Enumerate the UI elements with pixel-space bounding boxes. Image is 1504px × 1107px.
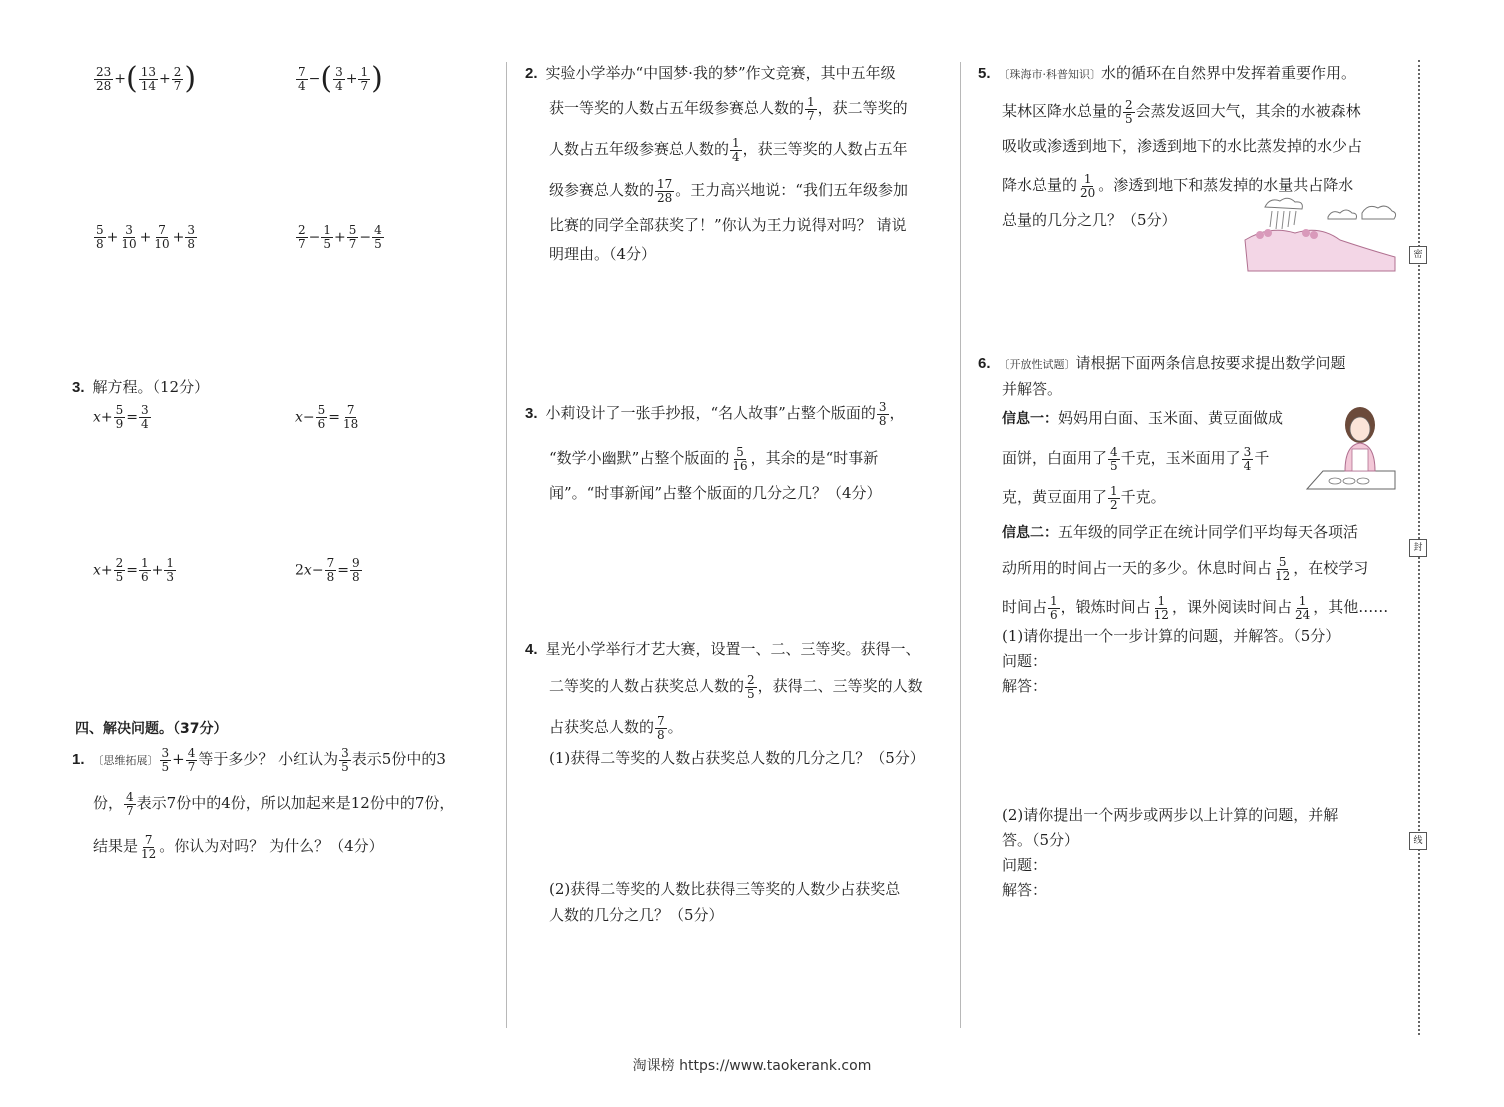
calc-expression-3: $\frac{5}{8}$ + $\frac{3}{10}$ + $\frac{7}{10}$ + $\frac{3}{8}$ xyxy=(96,223,196,251)
problem-3: 3. 小莉设计了一张手抄报，“名人故事”占整个版面的 $\frac{3}{8}$ ， “数学小幽默”占整个版面的 $\frac{5}{16}$ ，其余的是“时事新 闻”。“时事新闻”占整个版面的几分之几？（4分） xyxy=(525,399,905,502)
seal-mark-1: 密 xyxy=(1409,246,1427,264)
section-4-heading: 四、解决问题。（37分） xyxy=(75,721,228,737)
problem-6-sub-2: (2)请你提出一个两步或两步以上计算的问题，并解 答。（5分） 问题： 解答： xyxy=(1002,798,1402,908)
calc-expression-1: $\frac{23}{28}$ +( $\frac{13}{14}$ + $\frac{2}{7}$ ) xyxy=(96,61,197,96)
info-1-label: 信息一： xyxy=(1002,411,1058,427)
problem-6-sub-1: (1)请你提出一个一步计算的问题，并解答。（5分） xyxy=(1002,627,1341,645)
seal-mark-3: 线 xyxy=(1409,832,1427,850)
water-cycle-illustration xyxy=(1240,195,1400,275)
question-label-1: 问题： xyxy=(1002,652,1048,670)
problem-5: 5. 〔珠海市·科普知识〕水的循环在自然界中发挥着重要作用。 某林区降水总量的 $\frac{2}{5}$ 会蒸发返回大气，其余的水被森林 吸收或渗透到地下，渗透到地下的水比蒸发掉的水少占 降水总量的 $\frac{1}{20}$ 。渗透到地下和蒸发掉的水量共占降水 总量的几分之几？（5分） xyxy=(978,64,1363,229)
equation-4: 2x− $\frac{7}{8}$ = $\frac{9}{8}$ xyxy=(295,556,360,584)
problem-4-sub-2: (2)获得二等奖的人数比获得三等奖的人数少占获奖总 人数的几分之几？（5分） xyxy=(549,880,901,924)
problem-2: 2. 实验小学举办“中国梦·我的梦”作文竞赛，其中五年级 获一等奖的人数占五年级参赛总人数的 $\frac{1}{7}$ ，获二等奖的 人数占五年级参赛总人数的 $\frac{1}{4}$ ，获三等奖的人数占五年 级参赛总人数的 $\frac{17}{28}$ 。王力高兴地说：“我们五年级参加 比赛的同学全部获奖了！”你认为王力说得对吗？ 请说 明理由。（4分） xyxy=(525,64,908,263)
info-2-label: 信息二： xyxy=(1002,525,1058,541)
equation-1: x+ $\frac{5}{9}$ = $\frac{3}{4}$ xyxy=(93,403,149,431)
calc-expression-4: $\frac{2}{7}$ − $\frac{1}{5}$ + $\frac{5}{7}$ − $\frac{4}{5}$ xyxy=(298,223,382,251)
column-divider-2 xyxy=(960,62,961,1028)
calc-expression-2: $\frac{7}{4}$ −( $\frac{3}{4}$ + $\frac{1}{7}$ ) xyxy=(298,61,383,96)
problem-4-sub-1: (1)获得二等奖的人数占获奖总人数的几分之几？（5分） xyxy=(549,749,925,767)
problem-4: 4. 星光小学举行才艺大赛，设置一、二、三等奖。获得一、 二等奖的人数占获奖总人数的 $\frac{2}{5}$ ，获得二、三等奖的人数 占获奖总人数的 $\frac{7}{8}$ 。 (1)获得二等奖的人数占获奖总人数的几分之几？（5分） xyxy=(525,632,945,776)
column-divider-1 xyxy=(506,62,507,1028)
answer-label-1: 解答： xyxy=(1002,677,1048,695)
equation-2: x− $\frac{5}{6}$ = $\frac{7}{18}$ xyxy=(295,403,359,431)
answer-label-2: 解答： xyxy=(1002,881,1048,899)
section-3-heading: 3. 解方程。（12分） xyxy=(72,378,210,396)
footer-watermark: 淘课榜 https://www.taokerank.com xyxy=(632,1058,872,1074)
mother-cooking-illustration xyxy=(1305,405,1397,493)
equation-3: x+ $\frac{2}{5}$ = $\frac{1}{6}$ + $\frac{1}{3}$ xyxy=(93,556,175,584)
problem-1: 1. 〔思维拓展〕 $\frac{3}{5}$ + $\frac{4}{7}$ 等于多少？ 小红认为 $\frac{3}{5}$ 表示5份中的3 份， $\frac{4}{7}$ 表示7份中的4份，所以加起来是12份中的7份， 结果是 $\frac{7}{12}$ 。你认为对吗？ 为什么？（4分） xyxy=(72,745,455,861)
problem-6: 6. 〔开放性试题〕请根据下面两条信息按要求提出数学问题 并解答。 信息一：妈妈用白面、玉米面、黄豆面做成 面饼，白面用了 $\frac{4}{5}$ 千克，玉米面用了 $\frac{3}{4}$ 千 克，黄豆面用了 $\frac{1}{2}$ 千克。 信息二：五年级的同学正在统计同学们平均每天各项活 动所用的时间占一天的多少。休息时间占 $\frac{5}{12}$ ，在校学习 时间占 $\frac{1}{6}$ ，锻炼时间占 $\frac{1}{12}$ ，课外阅读时间占 $\frac{1}{24}$ ，其他…… (1)请你提出一个一步计算的问题，并解答。（5分） 问题： 解答： xyxy=(978,346,1398,704)
seal-mark-2: 封 xyxy=(1409,539,1427,557)
question-label-2: 问题： xyxy=(1002,856,1048,874)
